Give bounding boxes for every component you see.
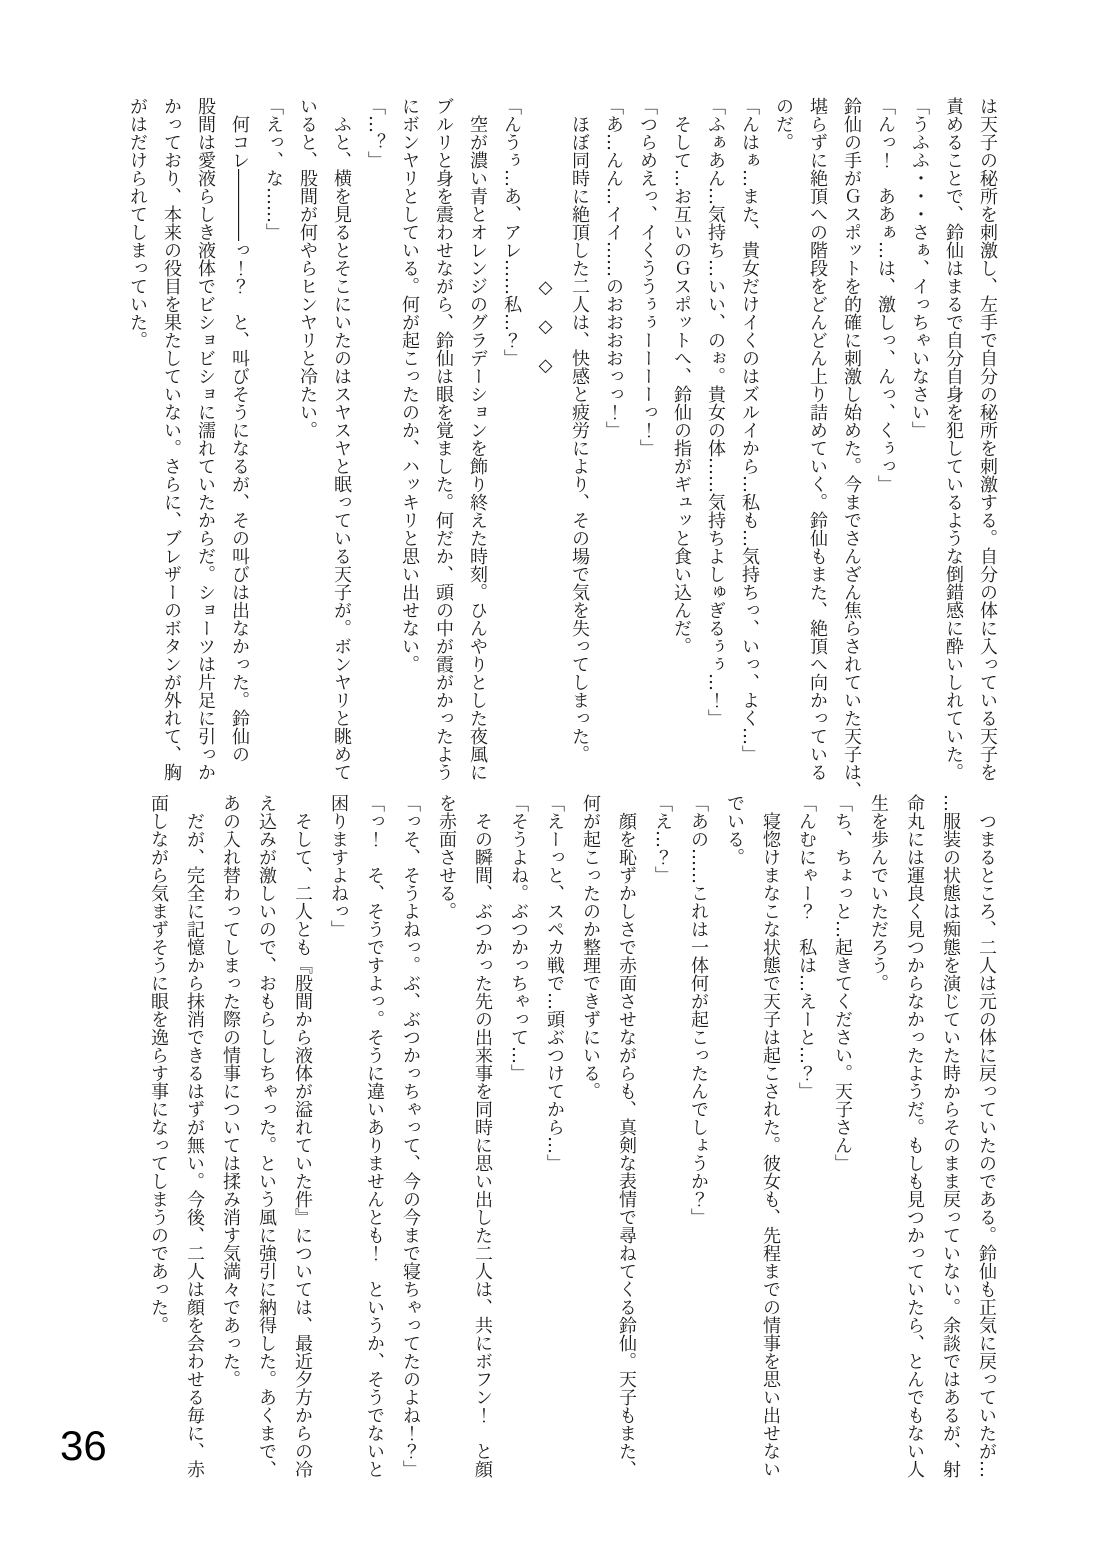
text-block-top bbox=[120, 97, 1004, 797]
text-column: は天子の秘所を刺激し、左手で自分の秘所を刺激する。自分の体に入っている天子を bbox=[977, 97, 998, 781]
text-column: にボンヤリとしている。何が起こったのか、ハッキリと思い出せない。 bbox=[399, 97, 420, 673]
text-column: 鈴仙の手がＧスポットを的確に刺激し始めた。今までさんざん焦らされていた天子は、 bbox=[841, 97, 862, 799]
text-column: 「んっ！ ああぁ…は、激しっ、んっ、くぅっ」 bbox=[875, 97, 896, 493]
text-column: 空が濃い青とオレンジのグラデーションを飾り終えた時刻。ひんやりとした夜風に bbox=[467, 97, 488, 781]
text-column: 何コレ――――っ！？ と、叫びそうになるが、その叫びは出なかった。鈴仙の bbox=[229, 97, 250, 763]
text-column: 「あ…んん…イイ……のおおおおっっ！」 bbox=[603, 97, 624, 439]
text-column: その瞬間、ぶつかった先の出来事を同時に思い出した二人は、共にボフン！ と顔 bbox=[472, 794, 493, 1478]
text-column: ふと、横を見るとそこにいたのはスヤスヤと眠っている天子が。ボンヤリと眺めて bbox=[331, 97, 352, 781]
text-column: 命丸には運良く見つからなかったようだ。もしも見つかっていたら、とんでもない人 bbox=[904, 794, 925, 1478]
text-block-bottom bbox=[140, 794, 1004, 1494]
text-column: 「ち、ちょっと…起きてください。天子さん」 bbox=[832, 794, 853, 1172]
text-column: のだ。 bbox=[773, 97, 794, 151]
text-column: ブルリと身を震わせながら、鈴仙は眼を覚ました。何だか、頭の中が霞がかったよう bbox=[433, 97, 454, 781]
text-column: 困りますよねっ」 bbox=[328, 794, 349, 938]
text-column: え込みが激しいので、おもらししちゃった。という風に強引に納得した。あくまで、 bbox=[256, 794, 277, 1478]
text-column: 「んはぁ…また、貴女だけイくのはズルイから…私も…気持ちっ、いっ、よく…」 bbox=[739, 97, 760, 763]
text-column: 「んむにゃー？ 私は…えーと…？」 bbox=[796, 794, 817, 1100]
text-column: 「えっ、な……」 bbox=[263, 97, 284, 241]
text-column: 「っ！ そ、そうですよっ。そうに違いありませんとも！ というか、そうでないと bbox=[364, 794, 385, 1478]
text-column: 「つらめえっ、イくううぅぅーーーーっ！」 bbox=[637, 97, 658, 457]
text-column: 生を歩んでいただろう。 bbox=[868, 794, 889, 992]
text-column: 「ふぁあん…気持ち…いい、のぉ。貴女の体……気持ちよしゅぎるぅぅ…！」 bbox=[705, 97, 726, 727]
text-column: そして…お互いのＧスポットへ、鈴仙の指がギュッと食い込んだ。 bbox=[671, 97, 692, 655]
text-column: …服装の状態は痴態を演じていた時からそのまま戻っていない。余談ではあるが、射 bbox=[940, 794, 961, 1478]
text-column: を赤面させる。 bbox=[436, 794, 457, 920]
text-column: 「…？」 bbox=[365, 97, 386, 169]
text-column: 「えーっと、スペカ戦で…頭ぶつけてから…」 bbox=[544, 794, 565, 1172]
text-column: 何が起こったのか整理できずにいる。 bbox=[580, 794, 601, 1100]
text-column: 顔を恥ずかしさで赤面させながらも、真剣な表情で尋ねてくる鈴仙。天子もまた、 bbox=[616, 794, 637, 1478]
text-column: がはだけられてしまっていた。 bbox=[127, 97, 148, 349]
text-column: 「っそ、そうよねっ。ぶ、ぶつかっちゃって、今の今まで寝ちゃってたのよね！？」 bbox=[400, 794, 421, 1478]
text-column: つまるところ、二人は元の体に戻っていたのである。鈴仙も正気に戻っていたが… bbox=[976, 794, 997, 1478]
text-column: ほぼ同時に絶頂した二人は、快感と疲労により、その場で気を失ってしまった。 bbox=[569, 97, 590, 763]
text-column: 「あの……これは一体何が起こったんでしょうか？」 bbox=[688, 794, 709, 1226]
text-column: 堪らずに絶頂への階段をどんどん上り詰めていく。鈴仙もまた、絶頂へ向かっている bbox=[807, 97, 828, 781]
text-column: 「うふふ・・・さぁ、イっちゃいなさい」 bbox=[909, 97, 930, 439]
text-column: 「んうぅ…あ、アレ……私…？」 bbox=[501, 97, 522, 367]
text-column: だが、完全に記憶から抹消できるはずが無い。今後、二人は顔を会わせる毎に、赤 bbox=[184, 794, 205, 1478]
text-column: 寝惚けまなこな状態で天子は起こされた。彼女も、先程までの情事を思い出せない bbox=[760, 794, 781, 1478]
text-column: 「そうよね。ぶつかっちゃって…」 bbox=[508, 794, 529, 1082]
text-column: 「え…？」 bbox=[652, 794, 673, 884]
text-column: 面しながら気まずそうに眼を逸らす事になってしまうのであった。 bbox=[148, 794, 169, 1334]
section-separator: ◇ ◇ ◇ bbox=[535, 97, 556, 376]
text-column: 股間は愛液らしき液体でビショビショに濡れていたからだ。ショーツは片足に引っか bbox=[195, 97, 216, 781]
text-column: 責めることで、鈴仙はまるで自分自身を犯しているような倒錯感に酔いしれていた。 bbox=[943, 97, 964, 781]
text-column: そして、二人とも『股間から液体が溢れていた件』については、最近夕方からの冷 bbox=[292, 794, 313, 1478]
page-number: 36 bbox=[60, 1422, 107, 1469]
text-column: でいる。 bbox=[724, 794, 745, 866]
text-column: かっており、本来の役目を果たしていない。さらに、ブレザーのボタンが外れて、胸 bbox=[161, 97, 182, 781]
text-column: あの入れ替わってしまった際の情事については揉み消す気満々であった。 bbox=[220, 794, 241, 1388]
text-column: いると、股間が何やらヒンヤリと冷たい。 bbox=[297, 97, 318, 439]
